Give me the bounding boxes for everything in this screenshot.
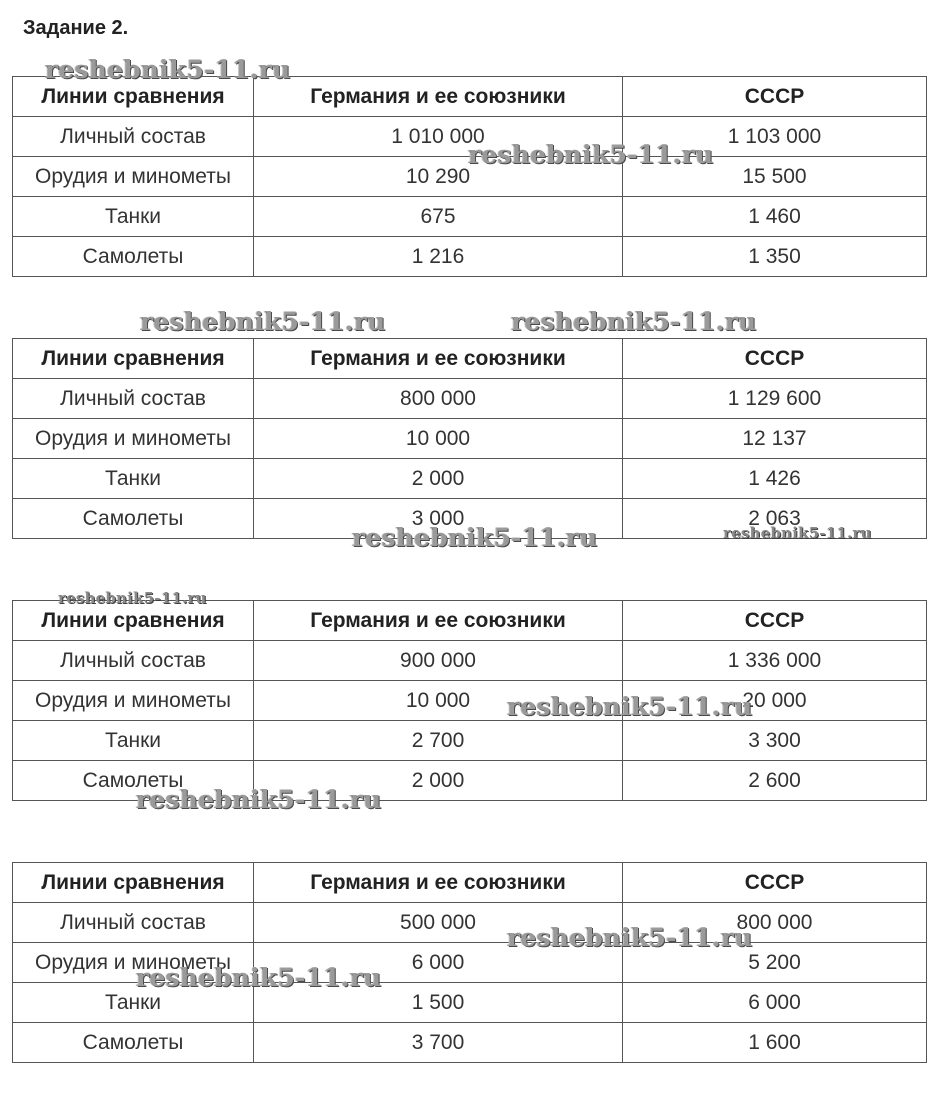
row-label-cell: Танки <box>13 721 254 761</box>
row-label-cell: Орудия и минометы <box>13 419 254 459</box>
watermark: reshebnik5-11.ru <box>507 923 753 952</box>
header-row <box>13 339 927 379</box>
column-header-comparison: Линии сравнения <box>13 339 254 379</box>
table-row <box>13 157 927 197</box>
germany-value-cell: 1 500 <box>254 983 623 1023</box>
ussr-value-cell: 12 137 <box>623 419 927 459</box>
table-row <box>13 419 927 459</box>
ussr-value-cell: 1 103 000 <box>623 117 927 157</box>
ussr-value-cell: 15 500 <box>623 157 927 197</box>
table-row <box>13 681 927 721</box>
ussr-value-cell: 20 000 <box>623 681 927 721</box>
table-row <box>13 943 927 983</box>
table-row <box>13 499 927 539</box>
watermark: reshebnik5-11.ru <box>507 692 753 721</box>
germany-value-cell: 10 290 <box>254 157 623 197</box>
watermark: reshebnik5-11.ru <box>136 963 382 992</box>
table-row <box>13 379 927 419</box>
ussr-value-cell: 1 129 600 <box>623 379 927 419</box>
table-row <box>13 721 927 761</box>
column-header-ussr: СССР <box>623 77 927 117</box>
row-label-cell: Личный состав <box>13 641 254 681</box>
ussr-value-cell: 1 460 <box>623 197 927 237</box>
column-header-ussr: СССР <box>623 601 927 641</box>
column-header-germany: Германия и ее союзники <box>254 601 623 641</box>
table-row <box>13 983 927 1023</box>
germany-value-cell: 1 216 <box>254 237 623 277</box>
comparison-table-2 <box>12 338 927 539</box>
watermark: reshebnik5-11.ru <box>468 140 714 169</box>
row-label-cell: Личный состав <box>13 903 254 943</box>
column-header-ussr: СССР <box>623 863 927 903</box>
watermark: reshebnik5-11.ru <box>352 523 598 552</box>
ussr-value-cell: 6 000 <box>623 983 927 1023</box>
germany-value-cell: 800 000 <box>254 379 623 419</box>
row-label-cell: Орудия и минометы <box>13 157 254 197</box>
row-label-cell: Орудия и минометы <box>13 681 254 721</box>
comparison-table-3 <box>12 600 927 801</box>
column-header-ussr: СССР <box>623 339 927 379</box>
column-header-comparison: Линии сравнения <box>13 863 254 903</box>
row-label-cell: Танки <box>13 459 254 499</box>
germany-value-cell: 675 <box>254 197 623 237</box>
watermark: reshebnik5-11.ru <box>58 589 207 607</box>
row-label-cell: Самолеты <box>13 1023 254 1063</box>
watermark: reshebnik5-11.ru <box>140 307 386 336</box>
column-header-germany: Германия и ее союзники <box>254 863 623 903</box>
column-header-germany: Германия и ее союзники <box>254 339 623 379</box>
header-row <box>13 77 927 117</box>
column-header-comparison: Линии сравнения <box>13 77 254 117</box>
row-label-cell: Самолеты <box>13 237 254 277</box>
germany-value-cell: 2 000 <box>254 761 623 801</box>
ussr-value-cell: 800 000 <box>623 903 927 943</box>
germany-value-cell: 6 000 <box>254 943 623 983</box>
ussr-value-cell: 3 300 <box>623 721 927 761</box>
table-row <box>13 117 927 157</box>
watermark: reshebnik5-11.ru <box>136 785 382 814</box>
germany-value-cell: 10 000 <box>254 419 623 459</box>
header-row <box>13 863 927 903</box>
ussr-value-cell: 2 063 <box>623 499 927 539</box>
germany-value-cell: 2 700 <box>254 721 623 761</box>
germany-value-cell: 500 000 <box>254 903 623 943</box>
row-label-cell: Самолеты <box>13 499 254 539</box>
germany-value-cell: 2 000 <box>254 459 623 499</box>
table-row <box>13 903 927 943</box>
ussr-value-cell: 1 600 <box>623 1023 927 1063</box>
germany-value-cell: 900 000 <box>254 641 623 681</box>
ussr-value-cell: 1 336 000 <box>623 641 927 681</box>
row-label-cell: Личный состав <box>13 379 254 419</box>
row-label-cell: Самолеты <box>13 761 254 801</box>
row-label-cell: Танки <box>13 197 254 237</box>
table-row <box>13 237 927 277</box>
task-title: Задание 2. <box>23 17 129 39</box>
watermark: reshebnik5-11.ru <box>45 55 291 84</box>
comparison-table-1 <box>12 76 927 277</box>
germany-value-cell: 3 700 <box>254 1023 623 1063</box>
column-header-comparison: Линии сравнения <box>13 601 254 641</box>
header-row <box>13 601 927 641</box>
table-row <box>13 761 927 801</box>
ussr-value-cell: 1 350 <box>623 237 927 277</box>
table-row <box>13 641 927 681</box>
table-row <box>13 459 927 499</box>
row-label-cell: Орудия и минометы <box>13 943 254 983</box>
table-row <box>13 197 927 237</box>
watermark: reshebnik5-11.ru <box>723 524 872 542</box>
ussr-value-cell: 2 600 <box>623 761 927 801</box>
table-row <box>13 1023 927 1063</box>
row-label-cell: Личный состав <box>13 117 254 157</box>
row-label-cell: Танки <box>13 983 254 1023</box>
germany-value-cell: 3 000 <box>254 499 623 539</box>
comparison-table-4 <box>12 862 927 1063</box>
germany-value-cell: 10 000 <box>254 681 623 721</box>
watermark: reshebnik5-11.ru <box>511 307 757 336</box>
germany-value-cell: 1 010 000 <box>254 117 623 157</box>
ussr-value-cell: 1 426 <box>623 459 927 499</box>
ussr-value-cell: 5 200 <box>623 943 927 983</box>
column-header-germany: Германия и ее союзники <box>254 77 623 117</box>
